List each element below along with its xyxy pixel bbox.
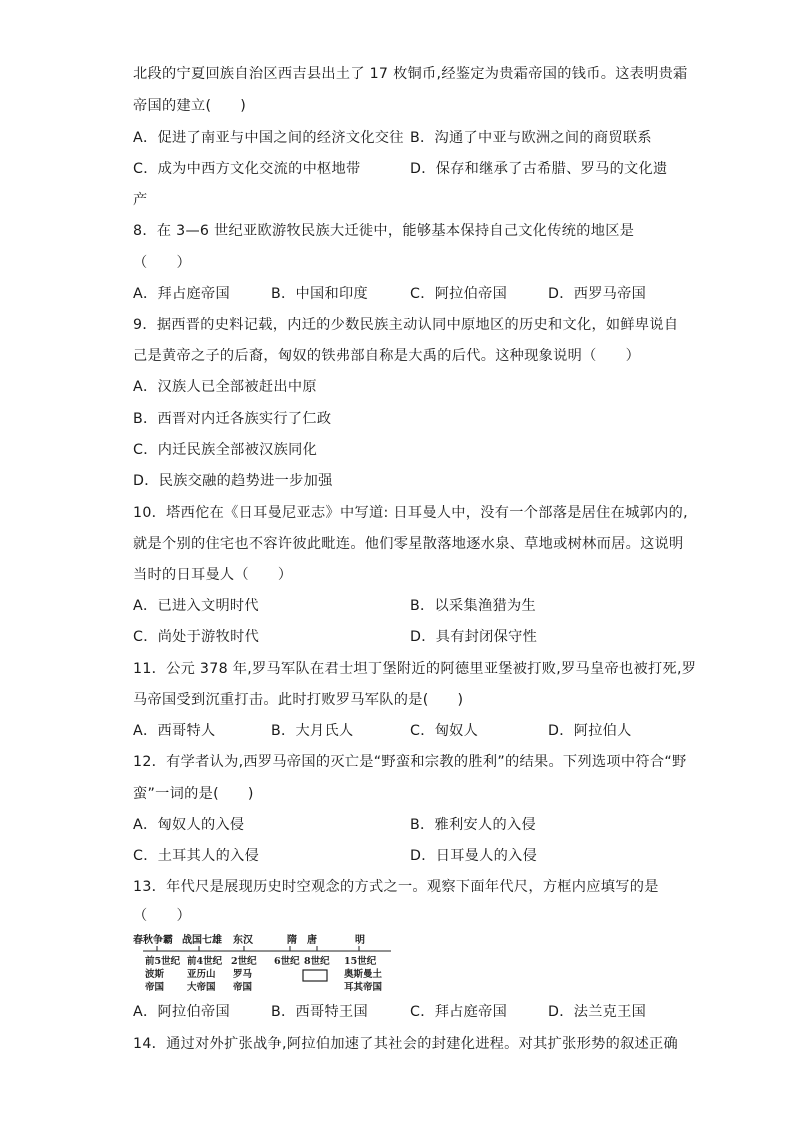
q13-stem-line2: （ ） bbox=[133, 908, 191, 924]
q10-stem-line2: 就是个别的住宅也不容许彼此毗连。他们零星散落地逐水泉、草地或树林而居。这说明 bbox=[133, 536, 684, 552]
q13-stem-line1: 13．年代尺是展现历史时空观念的方式之一。观察下面年代尺，方框内应填写的是 bbox=[133, 879, 659, 895]
q13-option-d: D．法兰克王国 bbox=[548, 1004, 647, 1020]
q11-option-a: A．西哥特人 bbox=[133, 723, 216, 739]
q9-stem-line1: 9．据西晋的史料记载，内迁的少数民族主动认同中原地区的历史和文化，如鲜卑说自 bbox=[133, 317, 679, 333]
q13-option-a: A．阿拉伯帝国 bbox=[133, 1004, 230, 1020]
timeline-blank-box bbox=[303, 970, 327, 981]
q12-stem-line1: 12．有学者认为,西罗马帝国的灭亡是“野蛮和宗教的胜利”的结果。下列选项中符合“野 bbox=[133, 754, 687, 770]
q10-stem-line1: 10．塔西佗在《日耳曼尼亚志》中写道: 日耳曼人中，没有一个部落是居住在城郭内的, bbox=[133, 505, 688, 521]
q7-option-c: C．成为中西方文化交流的中枢地带 bbox=[133, 161, 361, 177]
q11-option-d: D．阿拉伯人 bbox=[548, 723, 632, 739]
q8-option-d: D．西罗马帝国 bbox=[548, 286, 647, 302]
timeline-figure bbox=[133, 930, 393, 998]
timeline-tick-label: 6世纪 bbox=[274, 956, 300, 967]
q8-stem-line1: 8．在 3—6 世纪亚欧游牧民族大迁徙中，能够基本保持自己文化传统的地区是 bbox=[133, 223, 635, 239]
timeline-top-label: 战国七雄 bbox=[182, 935, 222, 946]
q11-option-b: B．大月氏人 bbox=[271, 723, 354, 739]
timeline-tick-label: 2世纪 bbox=[231, 956, 257, 967]
q12-stem-line2: 蛮”一词的是( ) bbox=[133, 786, 254, 802]
q11-stem-line1: 11．公元 378 年,罗马军队在君士坦丁堡附近的阿德里亚堡被打败,罗马皇帝也被打死,罗 bbox=[133, 661, 697, 677]
q8-stem-line2: （ ） bbox=[133, 255, 191, 271]
timeline-top-label: 东汉 bbox=[233, 935, 253, 946]
q12-option-a: A．匈奴人的入侵 bbox=[133, 817, 245, 833]
q9-stem-line2: 己是黄帝之子的后裔，匈奴的铁弗部自称是大禹的后代。这种现象说明（ ） bbox=[133, 348, 641, 364]
timeline-bottom-label: 帝国 bbox=[145, 982, 165, 993]
q8-option-c: C．阿拉伯帝国 bbox=[410, 286, 508, 302]
q10-stem-line3: 当时的日耳曼人（ ） bbox=[133, 567, 293, 583]
timeline-tick-label: 前5世纪 bbox=[145, 956, 181, 967]
q8-option-b: B．中国和印度 bbox=[271, 286, 368, 302]
q10-option-b: B．以采集渔猎为生 bbox=[410, 598, 536, 614]
q11-stem-line2: 马帝国受到沉重打击。此时打败罗马军队的是( ) bbox=[133, 692, 464, 708]
timeline-top-label: 唐 bbox=[307, 935, 317, 946]
q10-option-d: D．具有封闭保守性 bbox=[410, 629, 538, 645]
timeline-bottom-label: 帝国 bbox=[233, 982, 253, 993]
q10-option-c: C．尚处于游牧时代 bbox=[133, 629, 260, 645]
timeline-top-label: 明 bbox=[355, 935, 365, 946]
timeline-bottom-label: 波斯 bbox=[145, 969, 165, 980]
timeline-bottom-label: 耳其帝国 bbox=[344, 982, 383, 993]
timeline-bottom-label: 奥斯曼土 bbox=[344, 969, 383, 980]
q7-option-b: B．沟通了中亚与欧洲之间的商贸联系 bbox=[410, 130, 652, 146]
timeline-bottom-label: 亚历山 bbox=[187, 969, 216, 980]
q13-option-c: C．拜占庭帝国 bbox=[410, 1004, 508, 1020]
timeline-bottom-label: 罗马 bbox=[233, 969, 253, 980]
q7-stem-line2: 帝国的建立( ) bbox=[133, 98, 247, 114]
q9-option-b: B．西晋对内迁各族实行了仁政 bbox=[133, 411, 332, 427]
q11-option-c: C．匈奴人 bbox=[410, 723, 479, 739]
q9-option-d: D．民族交融的趋势进一步加强 bbox=[133, 473, 333, 489]
q7-stem-line1: 北段的宁夏回族自治区西吉县出土了 17 枚铜币,经鉴定为贵霜帝国的钱币。这表明贵霜 bbox=[133, 66, 688, 82]
q13-option-b: B．西哥特王国 bbox=[271, 1004, 368, 1020]
timeline-tick-label: 15世纪 bbox=[344, 956, 377, 967]
timeline-top-label: 春秋争霸 bbox=[133, 935, 173, 946]
timeline-top-label: 隋 bbox=[287, 935, 297, 946]
q7-option-a: A．促进了南亚与中国之间的经济文化交往 bbox=[133, 130, 404, 146]
timeline-tick-label: 前4世纪 bbox=[187, 956, 223, 967]
q10-option-a: A．已进入文明时代 bbox=[133, 598, 259, 614]
q9-option-c: C．内迁民族全部被汉族同化 bbox=[133, 442, 318, 458]
q12-option-b: B．雅利安人的入侵 bbox=[410, 817, 536, 833]
q12-option-c: C．土耳其人的入侵 bbox=[133, 848, 260, 864]
timeline-tick-label: 8世纪 bbox=[304, 956, 330, 967]
q7-option-d-wrap: 产 bbox=[133, 192, 148, 208]
q14-stem-line1: 14．通过对外扩张战争,阿拉伯加速了其社会的封建化进程。对其扩张形势的叙述正确 bbox=[133, 1036, 679, 1052]
q7-option-d: D．保存和继承了古希腊、罗马的文化遗 bbox=[410, 161, 668, 177]
q9-option-a: A．汉族人已全部被赶出中原 bbox=[133, 379, 317, 395]
q12-option-d: D．日耳曼人的入侵 bbox=[410, 848, 538, 864]
q8-option-a: A．拜占庭帝国 bbox=[133, 286, 230, 302]
timeline-bottom-label: 大帝国 bbox=[187, 982, 216, 993]
